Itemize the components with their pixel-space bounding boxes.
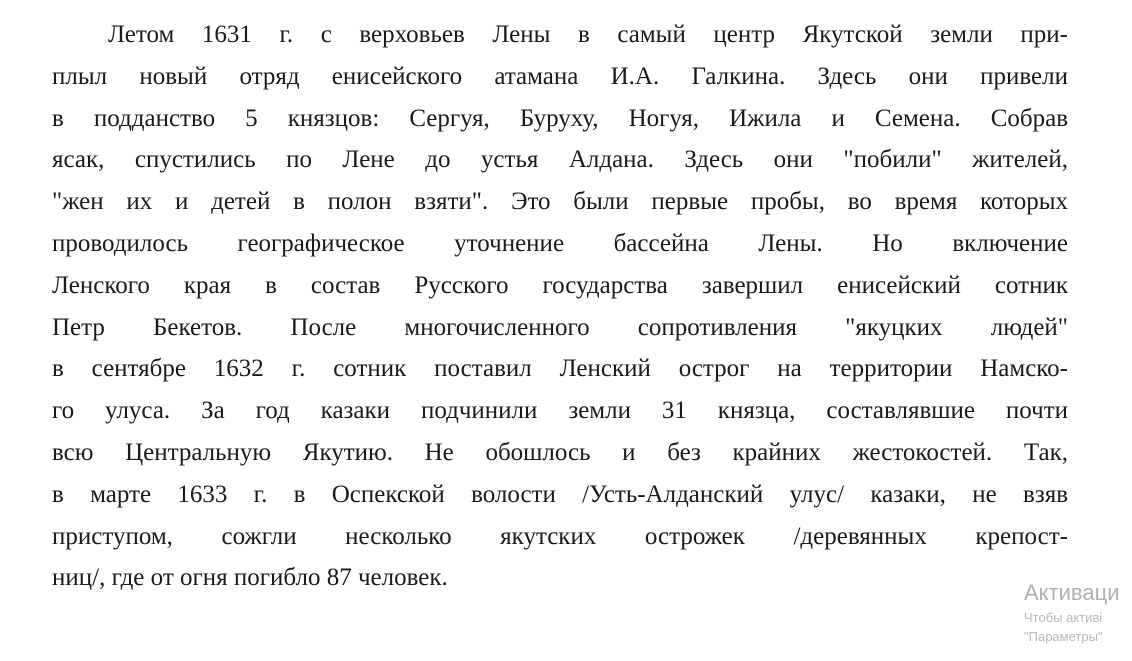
text-line: "жен их и детей в полон взяти". Это были первые пробы, во время которых — [52, 188, 1068, 216]
text-line: проводилось географическое уточнение бассейна Лены. Но включение — [52, 229, 1068, 257]
text-line: в сентябре 1632 г. сотник поставил Ленский острог на территории Намско- — [52, 355, 1068, 383]
text-line: приступом, сожгли несколько якутских острожек /деревянных крепост- — [52, 522, 1068, 550]
text-line: ясак, спустились по Лене до устья Алдана. Здесь они "побили" жителей, — [52, 146, 1068, 174]
document-text — [52, 14, 1068, 599]
text-line: в подданство 5 князцов: Сергуя, Буруху, Ногуя, Ижила и Семена. Собрав — [52, 104, 1068, 132]
text-line: го улуса. За год казаки подчинили земли 31 князца, составлявшие почти — [52, 397, 1068, 425]
windows-activation-watermark — [1024, 578, 1132, 646]
text-line: плыл новый отряд енисейского атамана И.А. Галкина. Здесь они привели — [52, 62, 1068, 90]
watermark-title: Активаци — [1024, 580, 1120, 605]
text-line: Летом 1631 г. с верховьев Лены в самый центр Якутской земли при- — [108, 21, 1068, 48]
text-line: Ленского края в состав Русского государства завершил енисейский сотник — [52, 271, 1068, 299]
text-line: Петр Бекетов. После многочисленного сопротивления "якуцких людей" — [52, 313, 1068, 341]
watermark-line: Чтобы активі — [1024, 610, 1103, 625]
text-line: всю Центральную Якутию. Не обошлось и без крайних жестокостей. Так, — [52, 438, 1068, 466]
text-line: ниц/, где от огня погибло 87 человек. — [52, 564, 448, 592]
watermark-line: "Параметры" — [1024, 629, 1103, 644]
text-line: в марте 1633 г. в Оспекской волости /Усть-Алданский улус/ казаки, не взяв — [52, 480, 1068, 508]
